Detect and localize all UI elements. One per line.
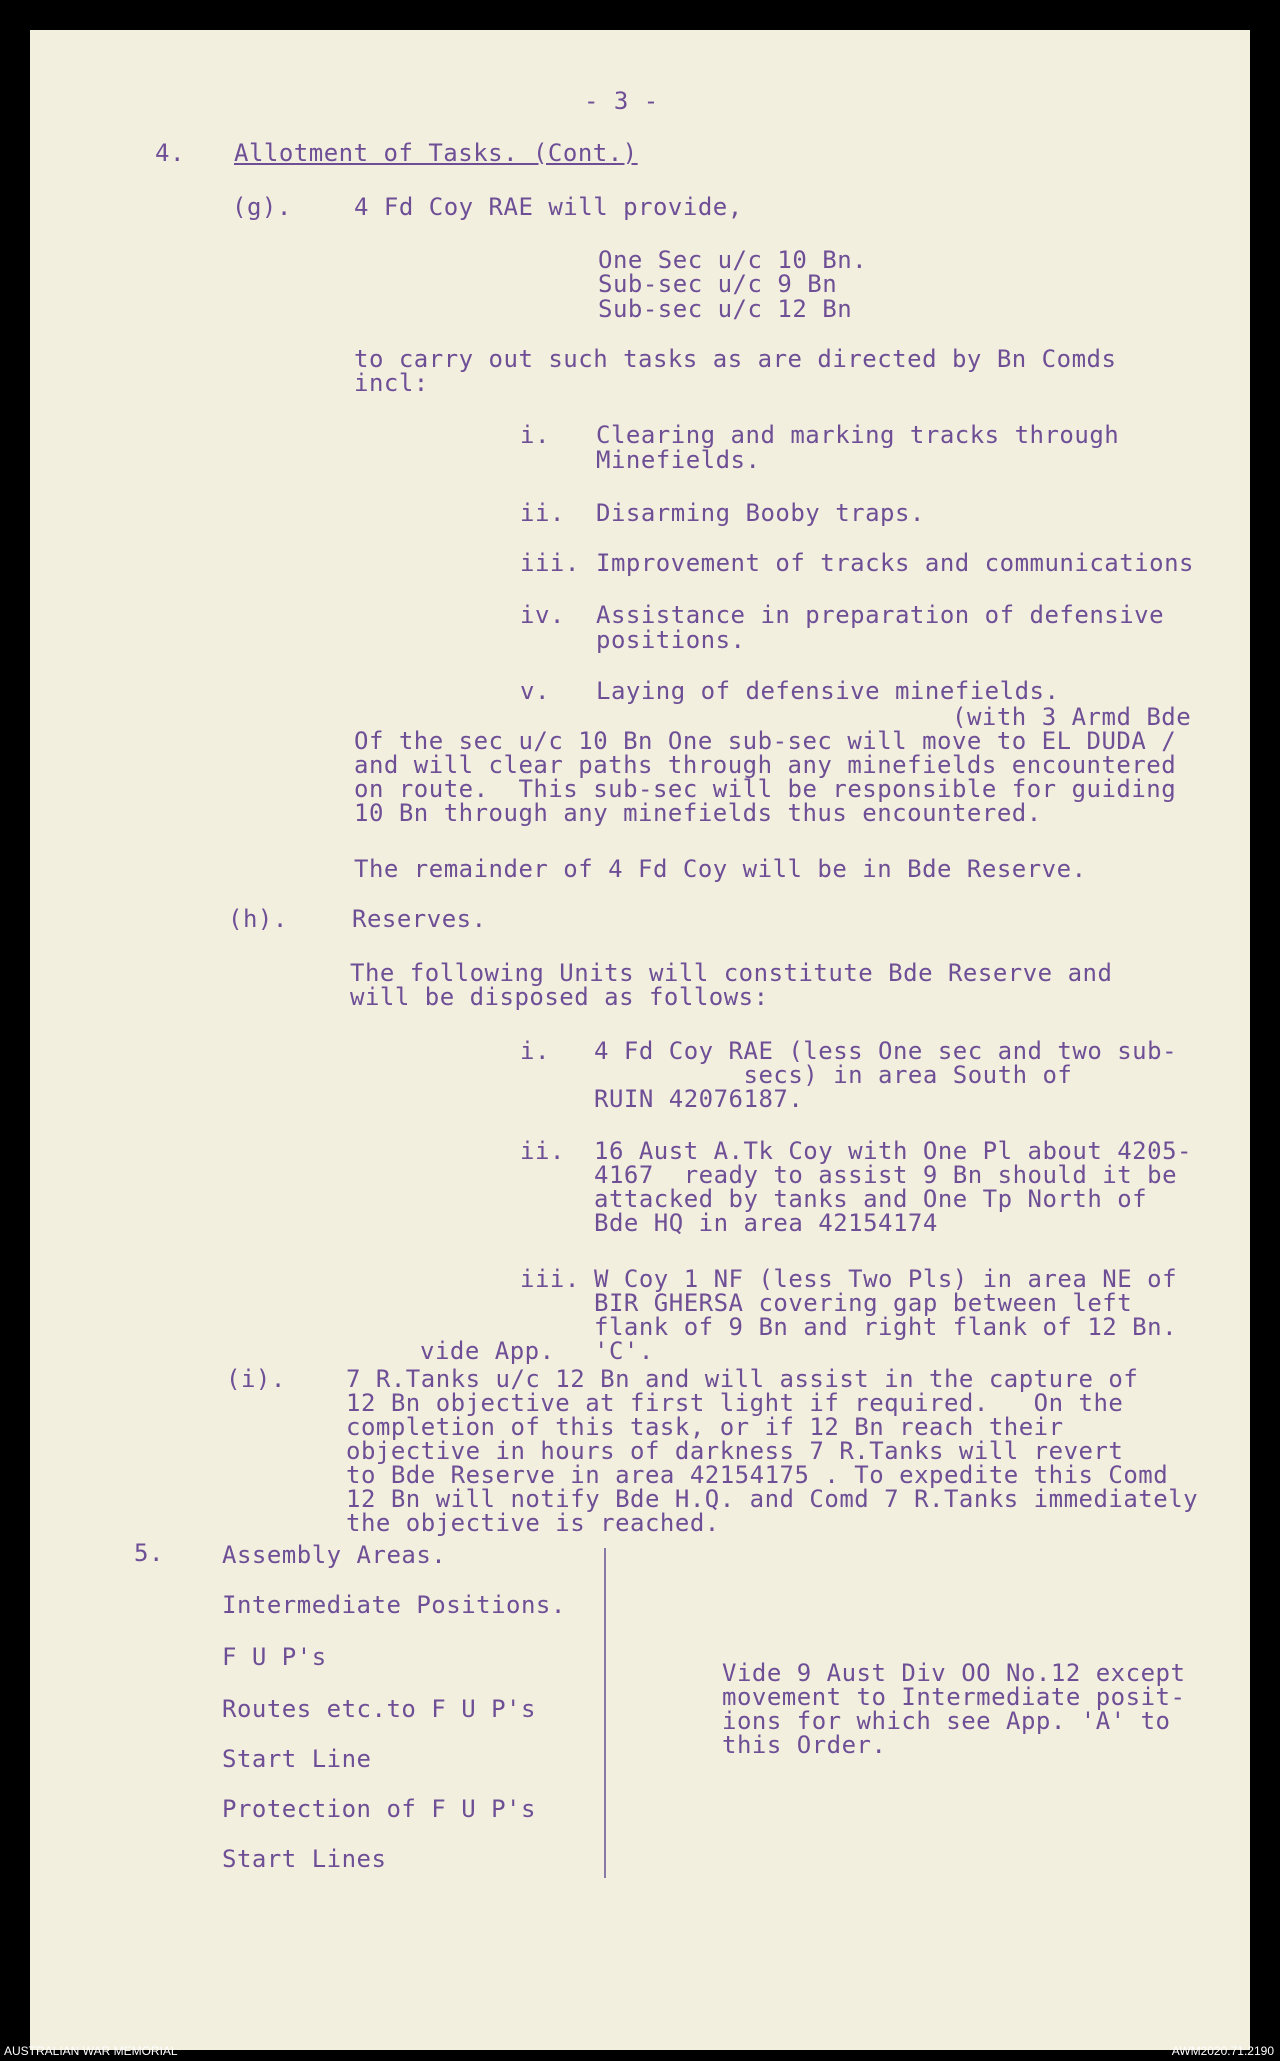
- reserves-heading: Reserves.: [352, 905, 487, 933]
- para-line: on route. This sub-sec will be responsible for guiding: [354, 775, 1177, 803]
- task-text: Minefields.: [596, 446, 761, 474]
- unit-line: One Sec u/c 10 Bn.: [598, 246, 868, 274]
- reserves-intro: will be disposed as follows:: [350, 983, 769, 1011]
- para-line: 10 Bn through any minefields thus encountered.: [354, 799, 1042, 827]
- para-i-line: 7 R.Tanks u/c 12 Bn and will assist in the capture of: [346, 1365, 1139, 1393]
- reserve-text: W Coy 1 NF (less Two Pls) in area NE of: [594, 1265, 1178, 1293]
- para-i-line: 12 Bn objective at first light if required. On the: [346, 1389, 1124, 1417]
- section-heading: Allotment of Tasks. (Cont.): [234, 139, 638, 167]
- task-text: Assistance in preparation of defensive: [596, 601, 1165, 629]
- purpose-line: to carry out such tasks as are directed by Bn Comds: [354, 345, 1117, 373]
- reserve-text: 16 Aust A.Tk Coy with One Pl about 4205-: [594, 1137, 1192, 1165]
- reserve-text: 'C'.: [594, 1337, 654, 1365]
- task-number: iii.: [520, 549, 580, 577]
- reserve-text: attacked by tanks and One Tp North of: [594, 1185, 1148, 1213]
- task-number: iv.: [520, 601, 565, 629]
- section5-item: Assembly Areas.: [222, 1541, 447, 1569]
- para-i-line: objective in hours of darkness 7 R.Tanks will revert: [346, 1437, 1124, 1465]
- task-number: v.: [520, 677, 550, 705]
- section5-item: Routes etc.to F U P's: [222, 1695, 536, 1723]
- para-label-i: (i).: [226, 1365, 286, 1393]
- reserve-text: RUIN 42076187.: [594, 1085, 804, 1113]
- reserve-text: 4167 ready to assist 9 Bn should it be: [594, 1161, 1178, 1189]
- task-number: ii.: [520, 499, 565, 527]
- purpose-line: incl:: [354, 369, 429, 397]
- reserve-number: ii.: [520, 1137, 565, 1165]
- remainder-line: The remainder of 4 Fd Coy will be in Bde Reserve.: [354, 855, 1087, 883]
- bracket-divider: [604, 1548, 614, 1878]
- section-number: 5.: [134, 1539, 164, 1567]
- task-text: positions.: [596, 626, 746, 654]
- section5-item: Start Line: [222, 1745, 372, 1773]
- para-label-h: (h).: [228, 905, 288, 933]
- reserve-text: Bde HQ in area 42154174: [594, 1209, 938, 1237]
- reserve-number: iii.: [520, 1265, 580, 1293]
- para-i-line: 12 Bn will notify Bde H.Q. and Comd 7 R.Tanks immediately: [346, 1485, 1199, 1513]
- reserve-number: i.: [520, 1037, 550, 1065]
- section5-note: movement to Intermediate posit-: [722, 1683, 1186, 1711]
- section5-item: Protection of F U P's: [222, 1795, 536, 1823]
- task-text: Disarming Booby traps.: [596, 499, 925, 527]
- reserves-intro: The following Units will constitute Bde Reserve and: [350, 959, 1113, 987]
- para-line: Of the sec u/c 10 Bn One sub-sec will move to EL DUDA /: [354, 727, 1177, 755]
- unit-line: Sub-sec u/c 12 Bn: [598, 295, 853, 323]
- section-number: 4.: [155, 139, 185, 167]
- para-label-g: (g).: [232, 193, 292, 221]
- section5-item: F U P's: [222, 1643, 327, 1671]
- reserve-text: 4 Fd Coy RAE (less One sec and two sub-: [594, 1037, 1178, 1065]
- section5-item: Start Lines: [222, 1845, 387, 1873]
- section5-note: ions for which see App. 'A' to: [722, 1707, 1171, 1735]
- archive-credit: AUSTRALIAN WAR MEMORIAL: [4, 2044, 178, 2058]
- para-i-line: to Bde Reserve in area 42154175 . To expedite this Comd: [346, 1461, 1169, 1489]
- reserve-text: secs) in area South of: [594, 1061, 1073, 1089]
- page-number: - 3 -: [584, 87, 659, 115]
- section5-item: Intermediate Positions.: [222, 1591, 566, 1619]
- vide-app: vide App.: [420, 1337, 555, 1365]
- archive-reference: AWM2020.71.2190: [1171, 2044, 1274, 2058]
- para-g-intro: 4 Fd Coy RAE will provide,: [354, 193, 743, 221]
- task-text: Improvement of tracks and communications: [596, 549, 1194, 577]
- task-number: i.: [520, 421, 550, 449]
- reserve-text: BIR GHERSA covering gap between left: [594, 1289, 1133, 1317]
- para-i-line: the objective is reached.: [346, 1509, 720, 1537]
- reserve-text: flank of 9 Bn and right flank of 12 Bn.: [594, 1313, 1178, 1341]
- unit-line: Sub-sec u/c 9 Bn: [598, 270, 838, 298]
- section5-note: this Order.: [722, 1731, 887, 1759]
- task-text: Laying of defensive minefields.: [596, 677, 1060, 705]
- task-text: Clearing and marking tracks through: [596, 421, 1120, 449]
- section5-note: Vide 9 Aust Div OO No.12 except: [722, 1659, 1186, 1687]
- para-line: and will clear paths through any minefields encountered: [354, 751, 1177, 779]
- para-line: (with 3 Armd Bde: [952, 703, 1192, 731]
- para-i-line: completion of this task, or if 12 Bn reach their: [346, 1413, 1064, 1441]
